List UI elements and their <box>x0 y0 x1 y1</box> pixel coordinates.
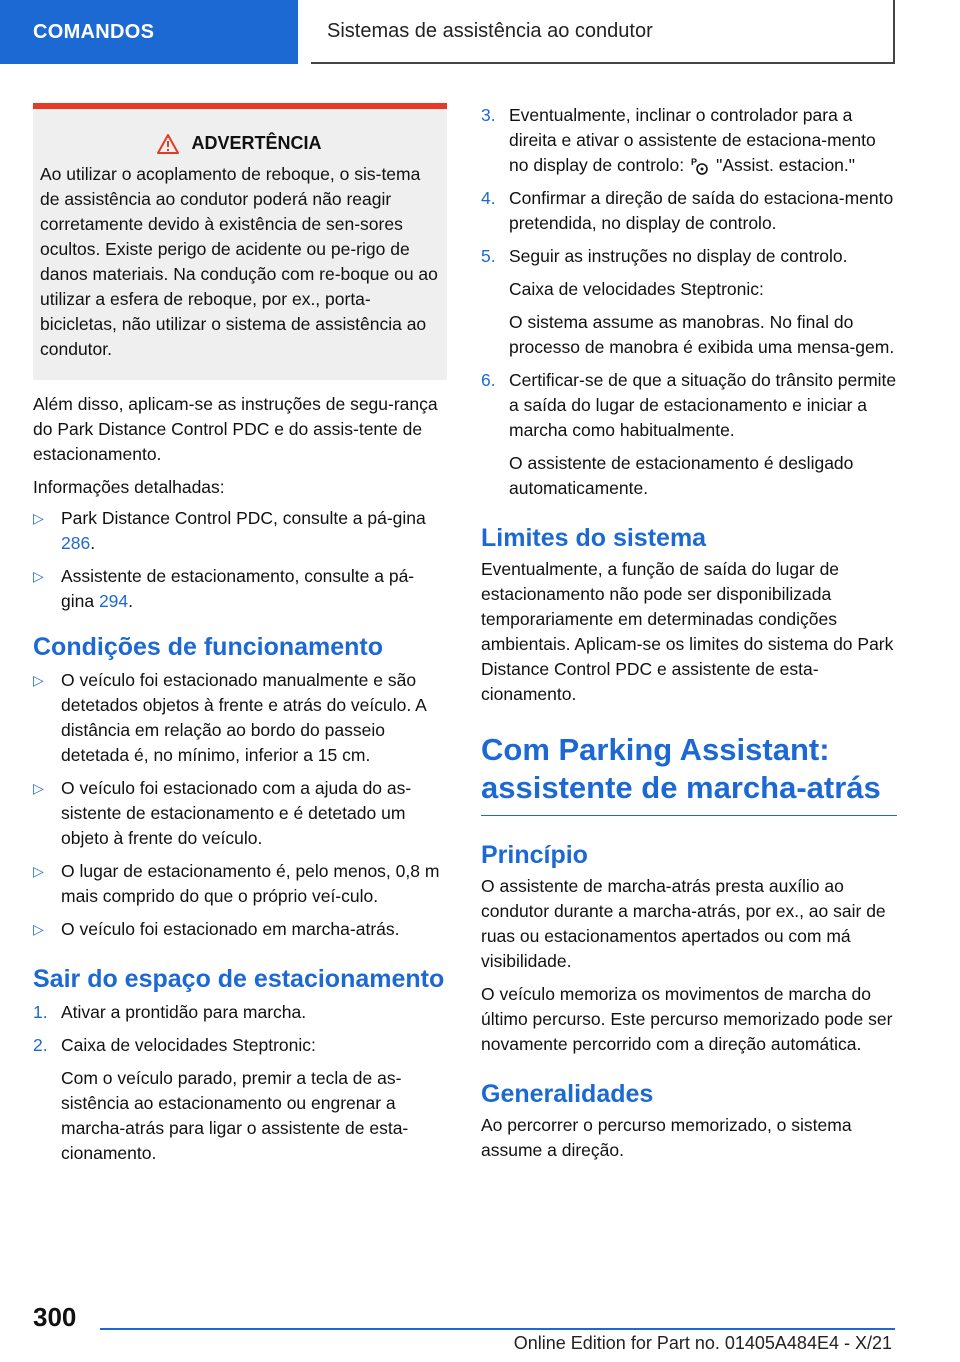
edition-text: Online Edition for Part no. 01405A484E4 - X/21 <box>513 1333 892 1353</box>
warning-text: Ao utilizar o acoplamento de reboque, o sis-tema de assistência ao condutor poderá não reagir corretamente devido à existência de sen-sores ocultos. Existe perigo de acidente ou pe-rigo de danos materiais. Na condução com re-boque ou ao utilizar a esfera de reboque, por ex., porta-bicicletas, não utilizar o sistema de assistência ao condutor. <box>40 164 438 359</box>
step-item <box>33 1033 447 1166</box>
bullet-triangle-icon: ▷ <box>33 510 44 526</box>
exit-steps-continued <box>481 103 897 501</box>
section-label: COMANDOS <box>33 20 155 43</box>
step-subtext: Caixa de velocidades Steptronic: <box>509 279 764 299</box>
step-item <box>481 186 897 236</box>
condition-text: O veículo foi estacionado com a ajuda do as-sistente de estacionamento e é detetado um objeto à frente do veículo. <box>61 778 412 848</box>
condition-text: O veículo foi estacionado em marcha-atrás. <box>61 919 400 939</box>
list-item <box>33 776 447 851</box>
warning-triangle-icon <box>157 134 179 154</box>
step-text: Seguir as instruções no display de controlo. <box>509 246 848 266</box>
ref-end: . <box>128 591 134 611</box>
warning-title: ADVERTÊNCIA <box>191 133 322 153</box>
principle-text-1: O assistente de marcha-atrás presta auxílio ao condutor durante a marcha-atrás, por ex., ao sair de ruas ou estacionamentos apertados ou com má visibilidade. <box>481 876 886 971</box>
page-link-286[interactable]: 286 <box>61 533 91 553</box>
ref-text: Assistente de estacionamento, consulte a pá-gina <box>61 566 415 611</box>
list-item <box>33 506 447 556</box>
list-item <box>33 859 447 909</box>
step-item <box>481 368 897 501</box>
step-subtext: O sistema assume as manobras. No final do processo de manobra é exibida uma mensa-gem. <box>509 312 895 357</box>
step-number: 4. <box>481 188 496 208</box>
bullet-triangle-icon: ▷ <box>33 863 44 879</box>
step-subtext: Com o veículo parado, premir a tecla de as-sistência ao estacionamento ou engrenar a marcha-atrás para ligar o assistente de esta-cionamento. <box>61 1068 409 1163</box>
conditions-heading: Condições de funcionamento <box>33 633 384 661</box>
step-text: Confirmar a direção de saída do estaciona-mento pretendida, no display de controlo. <box>509 188 894 233</box>
step-item <box>481 103 897 178</box>
reference-list <box>33 506 447 614</box>
step-text: Caixa de velocidades Steptronic: <box>61 1035 316 1055</box>
warning-header <box>40 131 439 156</box>
principle-text-2: O veículo memoriza os movimentos de marcha do último percurso. Este percurso memorizado pode ser novamente percorrido com a direção automática. <box>481 984 893 1054</box>
step-number: 6. <box>481 370 496 390</box>
left-column <box>33 103 447 1174</box>
chapter-title: Sistemas de assistência ao condutor <box>327 19 653 42</box>
step-number: 5. <box>481 246 496 266</box>
info-label: Informações detalhadas: <box>33 477 225 497</box>
step-number: 2. <box>33 1035 48 1055</box>
exit-steps <box>33 1000 447 1166</box>
bullet-triangle-icon: ▷ <box>33 780 44 796</box>
limits-text: Eventualmente, a função de saída do lugar de estacionamento não pode ser disponibilizada temporariamente em determinadas condições ambientais. Aplicam-se os limites do sistema do Park Distance Control PDC e assistente de esta-cionamento. <box>481 559 894 704</box>
conditions-list <box>33 668 447 942</box>
limits-heading: Limites do sistema <box>481 524 707 552</box>
step-item <box>481 244 897 360</box>
intro-paragraph: Além disso, aplicam-se as instruções de segu-rança do Park Distance Control PDC e do assis-tente de estacionamento. <box>33 394 438 464</box>
step-subtext: O assistente de estacionamento é desligado automaticamente. <box>509 453 854 498</box>
page-link-294[interactable]: 294 <box>98 591 129 611</box>
condition-text: O lugar de estacionamento é, pelo menos, 0,8 m mais comprido do que o próprio veí-culo. <box>61 861 440 906</box>
ref-end: . <box>90 533 96 553</box>
footer-divider <box>100 1328 895 1330</box>
step-text: Certificar-se de que a situação do trânsito permite a saída do lugar de estacionamento e iniciar a marcha como habitualmente. <box>509 370 897 440</box>
general-text: Ao percorrer o percurso memorizado, o sistema assume a direção. <box>481 1115 852 1160</box>
list-item <box>33 564 447 614</box>
main-section-heading: Com Parking Assistant: assistente de marcha-atrás <box>481 731 897 816</box>
step-number: 1. <box>33 1002 48 1022</box>
list-item <box>33 668 447 768</box>
parking-assistant-icon <box>690 156 710 176</box>
svg-text:P: P <box>691 157 698 168</box>
chapter-header <box>311 0 895 64</box>
step-text: Eventualmente, inclinar o controlador para a direita e ativar o assistente de estaciona-mento no display de controlo: <box>509 105 876 175</box>
ref-text: Park Distance Control PDC, consulte a pá-gina <box>61 508 426 528</box>
bullet-triangle-icon: ▷ <box>33 568 44 584</box>
condition-text: O veículo foi estacionado manualmente e são detetados objetos à frente e atrás do veículo. A distância em relação ao bordo do passeio detetada é, no mínimo, inferior a 15 cm. <box>61 670 426 765</box>
section-tab <box>0 0 298 64</box>
general-heading: Generalidades <box>481 1080 654 1108</box>
page-number: 300 <box>33 1302 77 1332</box>
bullet-triangle-icon: ▷ <box>33 672 44 688</box>
list-item <box>33 917 447 942</box>
exit-heading: Sair do espaço de estacionamento <box>33 965 445 993</box>
principle-heading: Princípio <box>481 841 588 869</box>
step-text-menu: "Assist. estacion." <box>716 155 855 175</box>
bullet-triangle-icon: ▷ <box>33 921 44 937</box>
warning-box <box>33 103 447 380</box>
step-number: 3. <box>481 105 496 125</box>
step-item <box>33 1000 447 1025</box>
step-text: Ativar a prontidão para marcha. <box>61 1002 307 1022</box>
right-column <box>481 103 897 1163</box>
